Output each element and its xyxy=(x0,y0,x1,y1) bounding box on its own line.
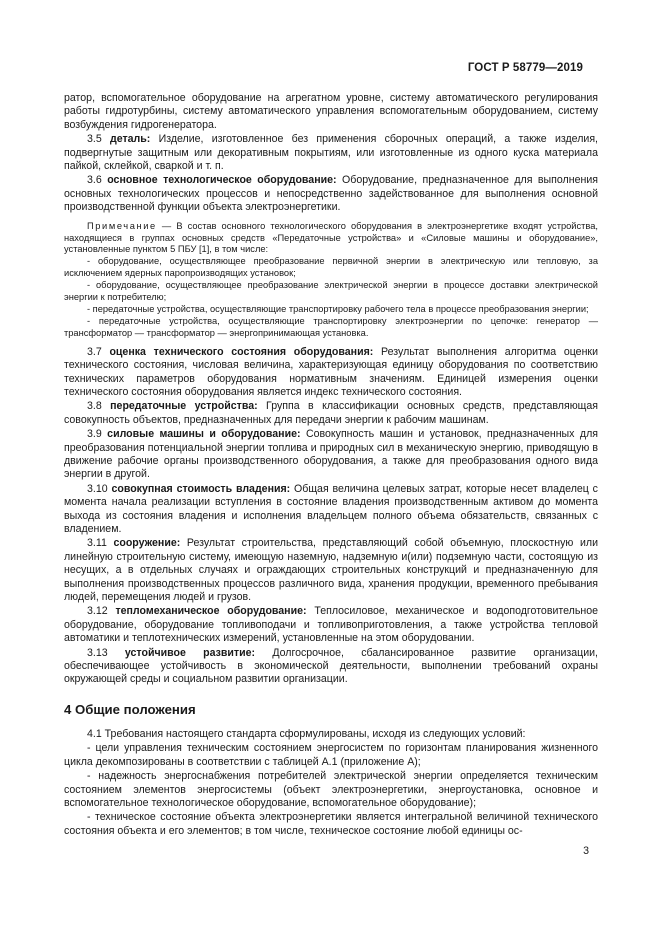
term-3-5: 3.5 деталь: Изделие, изготовленное без применения сборочных операций, а также изделия, подвергнутые защитным или декоративным покрытиям, или изготовленные из одного куска материала пайкой, склейкой, сваркой и т. п. xyxy=(64,133,598,173)
continued-paragraph: ратор, вспомогательное оборудование на агрегатном уровне, систему автоматического регулирования работы гидротурбины, систему автоматического управления вспомогательным оборудованием, систему возбуждения гидрогенератора. xyxy=(64,92,598,131)
page-body xyxy=(64,92,598,839)
note-item: - передаточные устройства, осуществляющие транспортировку электроэнергии по цепочке: генератор — трансформатор — трансформатор — энергопринимающая установка. xyxy=(64,315,598,338)
term-3-13: 3.13 устойчивое развитие: Долгосрочное, сбалансированное развитие организации, обеспечивающее устойчивость в экономической деятельности, выполнении требований охраны окружающей среды и социальном развитии организации. xyxy=(64,646,598,686)
note-block xyxy=(64,221,598,340)
note-item: - оборудование, осуществляющее преобразование электрической энергии в процессе доставки электрической энергии к потребителю; xyxy=(64,280,598,303)
term-3-10: 3.10 совокупная стоимость владения: Общая величина целевых затрат, которые несет владелец с момента начала реализации вступления в состояние владения производственным активом до момента выхода из состояния владения и исполнения владельцем полного объема обязательств, связанных с владением. xyxy=(64,482,598,535)
note-label: Примечание xyxy=(87,220,157,231)
note-intro: Примечание — В состав основного технологического оборудования в электроэнергетике входят устройства, находящиеся в группах основных средств «Передаточные устройства» и «Силовые машины и оборудование», установленные пунктом 5 ПБУ [1], в том числе: xyxy=(64,220,598,255)
note-item: - передаточные устройства, осуществляющие транспортировку рабочего тела в процессе преобразования энергии; xyxy=(87,304,589,314)
term-3-12: 3.12 тепломеханическое оборудование: Теплосиловое, механическое и водоподготовительное оборудование, оборудование топливоподачи и топливоприготовления, а также устройства тепловой автоматики и теплотехнических измерений, установленные на этом оборудовании. xyxy=(64,605,598,645)
list-item: - надежность энергоснабжения потребителей электрической энергии определяется техническим состоянием элементов энергосистемы (объект электроэнергетики, энергоустановка, основное и вспомогательное технологическое оборудование, вспомогательное оборудование); xyxy=(64,770,598,809)
term-3-8: 3.8 передаточные устройства: Группа в классификации основных средств, представляющая совокупность объектов, предназначенных для передачи энергии к рабочим машинам. xyxy=(64,400,598,426)
list-item: - цели управления техническим состоянием энергосистем по горизонтам планирования жизненного цикла декомпозированы в соответствии с таблицей А.1 (приложение А); xyxy=(64,742,598,768)
note-item: - оборудование, осуществляющее преобразование первичной энергии в электрическую или тепловую, за исключением ядерных паропроизводящих установок; xyxy=(64,256,598,279)
section-intro: 4.1 Требования настоящего стандарта сформулированы, исходя из следующих условий: xyxy=(87,727,526,740)
list-item: - техническое состояние объекта электроэнергетики является интегральной величиной технического состояния объекта и его элементов; в том числе, техническое состояние любой единицы ос- xyxy=(64,811,598,837)
term-3-6: 3.6 основное технологическое оборудование: Оборудование, предназначенное для выполнения основных технологических процессов и непосредственно задействованное для выполнения основной производственной функции объекта электроэнергетики. xyxy=(64,174,598,214)
term-3-9: 3.9 силовые машины и оборудование: Совокупность машин и установок, предназначенных для преобразования потенциальной энергии топлива и природных сил в механическую энергию, приводящую в движение рабочие органы производственного оборудования, а также для преобразования одного вида энергии в другой. xyxy=(64,428,598,481)
page-number: 3 xyxy=(583,845,589,857)
term-3-7: 3.7 оценка технического состояния оборудования: Результат выполнения алгоритма оценки технического состояния, числовая величина, характеризующая единицу оборудования по соответствию технических параметров оборудования нормативным значениям. Единицей измерения оценки технического состояния оборудования является индекс технического состояния. xyxy=(64,345,598,398)
document-header: ГОСТ Р 58779—2019 xyxy=(467,62,583,74)
section-heading: 4 Общие положения xyxy=(64,701,196,717)
term-3-11: 3.11 сооружение: Результат строительства, представляющий собой объемную, плоскостную или линейную строительную систему, имеющую наземную, надземную и(или) подземную части, состоящую из несущих, а в отдельных случаях и ограждающих строительных конструкций и предназначенную для выполнения производственных процессов различного вида, хранения продукции, временного пребывания людей, перемещения людей и грузов. xyxy=(64,537,598,604)
